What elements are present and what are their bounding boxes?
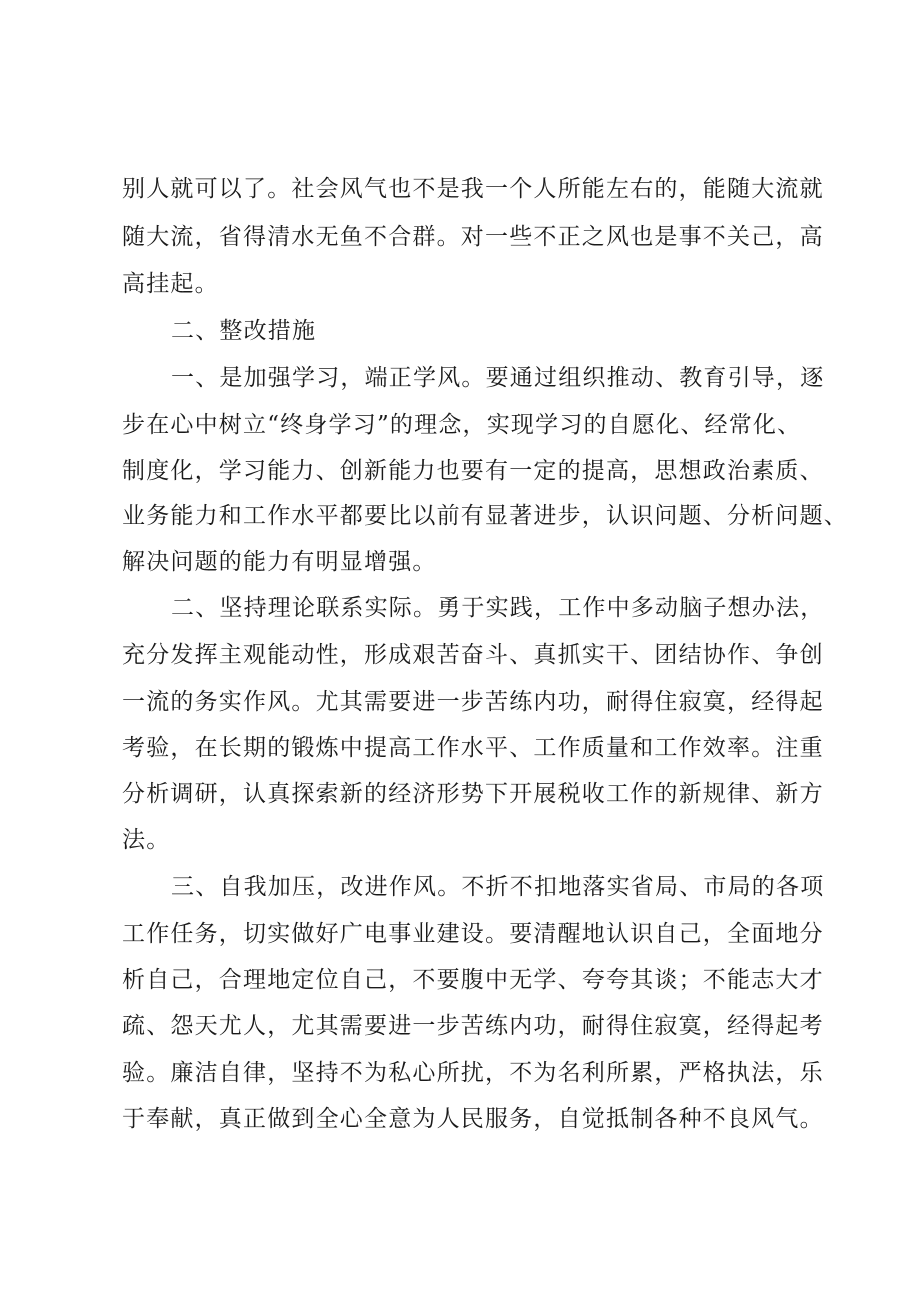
text-line-9: 解决问题的能力有明显增强。 bbox=[122, 549, 437, 575]
text-line-2: 随大流，省得清水无鱼不合群。对一些不正之风也是事不关己，高 bbox=[122, 224, 824, 250]
text-line-10: 二、坚持理论联系实际。勇于实践，工作中多动脑子想办法， bbox=[171, 595, 825, 621]
section-heading-rectification: 二、整改措施 bbox=[171, 318, 317, 344]
text-line-1: 别人就可以了。社会风气也不是我一个人所能左右的，能随大流就 bbox=[122, 176, 824, 202]
text-line-19: 疏、怨天尤人，尤其需要进一步苦练内功，耐得住寂寞，经得起考 bbox=[122, 1013, 824, 1039]
text-line-17: 工作任务，切实做好广电事业建设。要清醒地认识自己，全面地分 bbox=[122, 921, 824, 947]
text-line-13: 考验，在长期的锻炼中提高工作水平、工作质量和工作效率。注重 bbox=[122, 735, 824, 761]
text-line-21: 于奉献，真正做到全心全意为人民服务，自觉抵制各种不良风气。 bbox=[122, 1106, 824, 1132]
text-line-8: 业务能力和工作水平都要比以前有显著进步，认识问题、分析问题、 bbox=[122, 503, 848, 529]
text-line-12: 一流的务实作风。尤其需要进一步苦练内功，耐得住寂寞，经得起 bbox=[122, 689, 824, 715]
text-line-18: 析自己，合理地定位自己，不要腹中无学、夸夸其谈；不能志大才 bbox=[122, 967, 824, 993]
text-line-11: 充分发挥主观能动性，形成艰苦奋斗、真抓实干、团结协作、争创 bbox=[122, 642, 824, 668]
text-line-20: 验。廉洁自律，坚持不为私心所扰，不为名利所累，严格执法，乐 bbox=[122, 1060, 824, 1086]
text-line-15: 法。 bbox=[122, 827, 171, 853]
text-line-7: 制度化，学习能力、创新能力也要有一定的提高，思想政治素质、 bbox=[122, 458, 824, 484]
text-line-16: 三、自我加压，改进作风。不折不扣地落实省局、市局的各项 bbox=[171, 874, 825, 900]
text-line-3: 高挂起。 bbox=[122, 271, 219, 297]
text-line-5: 一、是加强学习，端正学风。要通过组织推动、教育引导，逐 bbox=[171, 365, 825, 391]
text-line-14: 分析调研，认真探索新的经济形势下开展税收工作的新规律、新方 bbox=[122, 781, 824, 807]
text-line-6: 步在心中树立“终身学习”的理念，实现学习的自愿化、经常化、 bbox=[122, 412, 802, 438]
